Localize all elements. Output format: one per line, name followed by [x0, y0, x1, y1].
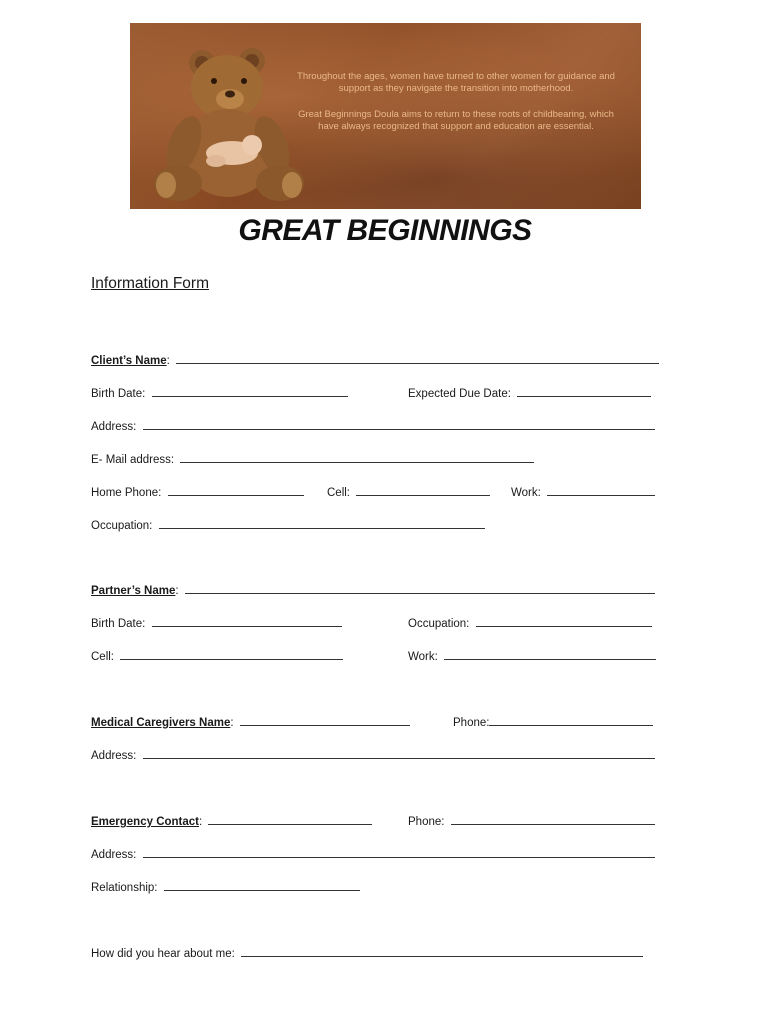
client-birth-date-field[interactable]	[152, 385, 348, 397]
medical-address-field[interactable]	[143, 747, 655, 759]
client-birth-date-label: Birth Date:	[91, 388, 146, 400]
client-cell-row	[327, 484, 490, 500]
due-date-field[interactable]	[517, 385, 651, 397]
medical-phone-field[interactable]	[489, 714, 653, 726]
home-phone-field[interactable]	[168, 484, 304, 496]
home-phone-label: Home Phone:	[91, 487, 162, 499]
relationship-field[interactable]	[164, 879, 360, 891]
client-name-row: Client’s Name:	[91, 352, 659, 368]
email-label: E- Mail address:	[91, 454, 175, 466]
partner-work-label: Work:	[408, 651, 438, 663]
medical-phone-label: Phone:	[453, 717, 490, 729]
client-address-label: Address:	[91, 421, 137, 433]
page-title: GREAT BEGINNINGS	[238, 214, 532, 247]
client-occupation-label: Occupation:	[91, 520, 153, 532]
teddy-bear-icon	[140, 35, 310, 205]
client-address-field[interactable]	[143, 418, 655, 430]
client-work-field[interactable]	[547, 484, 655, 496]
partner-name-row: Partner’s Name:	[91, 582, 655, 598]
partner-work-row	[408, 648, 656, 664]
client-occupation-field[interactable]	[159, 517, 485, 529]
partner-occupation-field[interactable]	[476, 615, 652, 627]
partner-cell-row	[91, 648, 343, 664]
emergency-phone-row	[408, 813, 655, 829]
emergency-phone-field[interactable]	[451, 813, 655, 825]
home-phone-row	[91, 484, 304, 500]
email-row	[91, 451, 534, 467]
emergency-contact-label: Emergency Contact	[91, 816, 200, 828]
client-work-label: Work:	[511, 487, 541, 499]
medical-address-row	[91, 747, 655, 763]
partner-name-field[interactable]	[185, 582, 655, 594]
partner-occupation-label: Occupation:	[408, 618, 470, 630]
banner-mission: Great Beginnings Doula aims to return to these roots of childbearing, which have always recognized that support and education are essential.	[298, 109, 614, 132]
emergency-address-label: Address:	[91, 849, 137, 861]
partner-cell-label: Cell:	[91, 651, 115, 663]
due-date-label: Expected Due Date:	[408, 388, 511, 400]
partner-birth-date-field[interactable]	[152, 615, 342, 627]
partner-work-field[interactable]	[444, 648, 656, 660]
partner-occupation-row	[408, 615, 652, 631]
relationship-label: Relationship:	[91, 882, 158, 894]
medical-address-label: Address:	[91, 750, 137, 762]
client-work-row	[511, 484, 655, 500]
client-birth-date-row	[91, 385, 348, 401]
header-banner	[130, 23, 641, 209]
client-occupation-row	[91, 517, 485, 533]
client-name-field[interactable]	[176, 352, 659, 364]
referral-field[interactable]	[241, 945, 643, 957]
medical-name-field[interactable]	[240, 714, 410, 726]
partner-birth-date-label: Birth Date:	[91, 618, 146, 630]
client-cell-label: Cell:	[327, 487, 351, 499]
client-address-row	[91, 418, 655, 434]
relationship-row	[91, 879, 360, 895]
partner-birth-date-row	[91, 615, 342, 631]
due-date-row	[408, 385, 651, 401]
form-subtitle: Information Form	[91, 275, 210, 292]
emergency-address-row	[91, 846, 655, 862]
partner-name-label: Partner’s Name	[91, 585, 176, 597]
medical-name-label: Medical Caregivers Name	[91, 717, 231, 729]
client-cell-field[interactable]	[356, 484, 490, 496]
emergency-contact-row: Emergency Contact:	[91, 813, 372, 829]
referral-label: How did you hear about me:	[91, 948, 235, 960]
email-field[interactable]	[180, 451, 534, 463]
emergency-contact-field[interactable]	[208, 813, 372, 825]
medical-phone-row	[453, 714, 653, 730]
emergency-phone-label: Phone:	[408, 816, 445, 828]
banner-quote: Throughout the ages, women have turned to other women for guidance and support as they navigate the transition into motherhood.	[297, 71, 615, 94]
client-name-label: Client’s Name	[91, 355, 167, 367]
medical-name-row: Medical Caregivers Name:	[91, 714, 410, 730]
referral-row	[91, 945, 643, 961]
emergency-address-field[interactable]	[143, 846, 655, 858]
partner-cell-field[interactable]	[120, 648, 343, 660]
